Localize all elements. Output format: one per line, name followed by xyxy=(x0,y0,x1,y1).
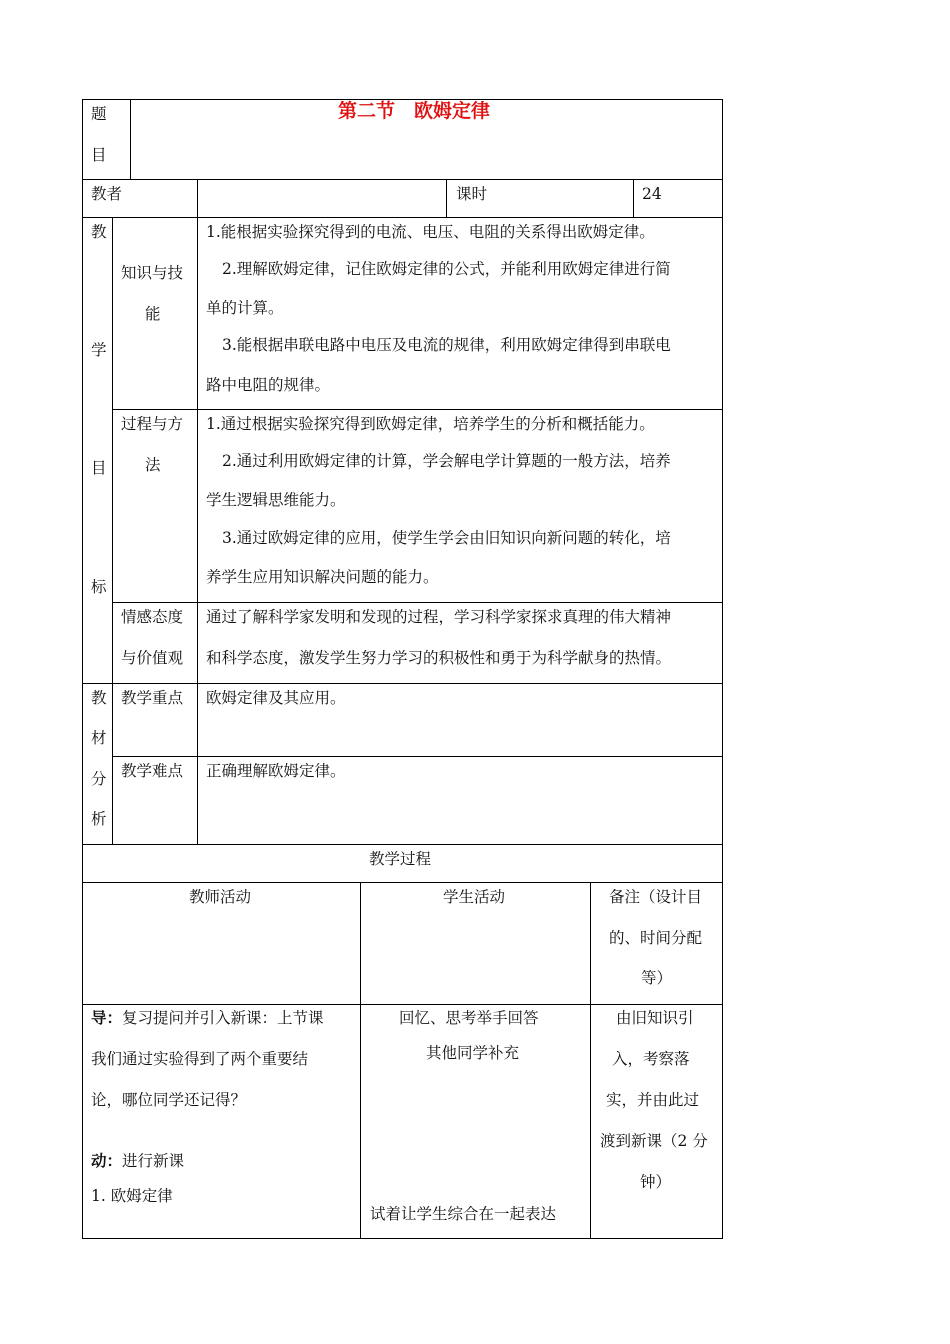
key-text: 欧姆定律及其应用。 xyxy=(206,689,346,707)
analysis-side-1: 教 xyxy=(91,689,107,707)
process-line: 学生逻辑思维能力。 xyxy=(206,491,346,509)
line-text: 复习提问并引入新课：上节课 xyxy=(122,1009,324,1027)
note-line: 由旧知识引 xyxy=(616,1009,694,1027)
process-line: 2.通过利用欧姆定律的计算，学会解电学计算题的一般方法，培养 xyxy=(222,452,671,470)
note-line: 渡到新课（2 分 xyxy=(600,1132,708,1150)
note-col-header: 等） xyxy=(641,969,673,987)
process-title: 教学过程 xyxy=(369,850,432,868)
knowledge-line: 3.能根据串联电路中电压及电流的规律，利用欧姆定律得到串联电 xyxy=(222,336,671,354)
emotion-label-1: 情感态度 xyxy=(121,608,184,626)
student-line: 试着让学生综合在一起表达 xyxy=(370,1205,557,1223)
knowledge-line: 1.能根据实验探究得到的电流、电压、电阻的关系得出欧姆定律。 xyxy=(206,223,655,241)
knowledge-line: 2.理解欧姆定律，记住欧姆定律的公式，并能利用欧姆定律进行简 xyxy=(222,260,671,278)
teacher-label: 教者 xyxy=(91,185,123,203)
page-title: 第二节 欧姆定律 xyxy=(338,100,491,122)
title-label-1: 题 xyxy=(91,105,107,123)
note-body-cell xyxy=(590,1004,723,1239)
emotion-label-2: 与价值观 xyxy=(121,649,184,667)
teacher-line: 论，哪位同学还记得？ xyxy=(91,1091,247,1109)
process-label-1: 过程与方 xyxy=(121,415,184,433)
period-value: 24 xyxy=(642,185,662,203)
process-label-cell xyxy=(112,409,198,603)
analysis-side-4: 析 xyxy=(91,810,107,828)
analysis-side-2: 材 xyxy=(91,729,107,747)
note-col-header: 备注（设计目 xyxy=(609,888,703,906)
objectives-side-4: 标 xyxy=(91,578,107,596)
teacher-value-cell[interactable] xyxy=(197,179,447,218)
knowledge-line: 单的计算。 xyxy=(206,299,284,317)
teacher-col-header: 教师活动 xyxy=(189,888,252,906)
objectives-side-2: 学 xyxy=(91,341,107,359)
key-label: 教学重点 xyxy=(121,689,184,707)
process-line: 养学生应用知识解决问题的能力。 xyxy=(206,568,439,586)
period-label: 课时 xyxy=(456,185,488,203)
knowledge-label-2: 能 xyxy=(145,305,161,323)
objectives-side-cell xyxy=(82,217,113,684)
note-line: 实，并由此过 xyxy=(606,1091,700,1109)
line-text: 进行新课 xyxy=(122,1152,185,1170)
student-line: 回忆、思考举手回答 xyxy=(399,1009,539,1027)
teacher-line xyxy=(91,1008,324,1028)
knowledge-label-1: 知识与技 xyxy=(121,264,184,282)
note-col-header: 的、时间分配 xyxy=(609,929,703,947)
line-lead: 动： xyxy=(91,1151,123,1170)
teacher-line: 我们通过实验得到了两个重要结 xyxy=(91,1050,309,1068)
knowledge-line: 路中电阻的规律。 xyxy=(206,376,331,394)
difficulty-label: 教学难点 xyxy=(121,762,184,780)
analysis-side-3: 分 xyxy=(91,770,107,788)
difficulty-text: 正确理解欧姆定律。 xyxy=(206,762,346,780)
emotion-line: 通过了解科学家发明和发现的过程，学习科学家探求真理的伟大精神 xyxy=(206,608,672,626)
process-label-2: 法 xyxy=(145,456,161,474)
process-line: 3.通过欧姆定律的应用，使学生学会由旧知识向新问题的转化，培 xyxy=(222,529,671,547)
teacher-line xyxy=(91,1151,184,1171)
student-col-header: 学生活动 xyxy=(443,888,506,906)
note-line: 钟） xyxy=(640,1173,672,1191)
objectives-side-3: 目 xyxy=(91,459,107,477)
objectives-side-1: 教 xyxy=(91,223,107,241)
line-lead: 导： xyxy=(91,1008,123,1027)
title-label-2: 目 xyxy=(91,146,107,164)
note-line: 入，考察落 xyxy=(612,1050,690,1068)
process-line: 1.通过根据实验探究得到欧姆定律，培养学生的分析和概括能力。 xyxy=(206,415,655,433)
teacher-line: 1. 欧姆定律 xyxy=(91,1187,173,1205)
emotion-line: 和科学态度，激发学生努力学习的积极性和勇于为科学献身的热情。 xyxy=(206,649,672,667)
student-line: 其他同学补充 xyxy=(426,1044,520,1062)
